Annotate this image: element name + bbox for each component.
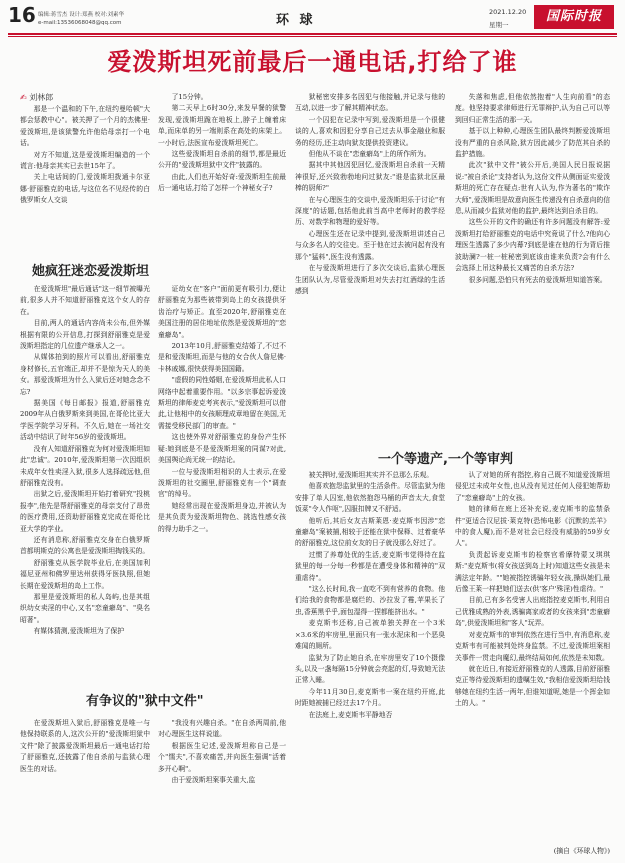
paragraph: 那是一个温和的下午,在纽约曼哈顿"大都会惩教中心"。被关押了一个月的杰佛里·爱泼斯坦,是该狱警允许他给母亲打一个电话。 (20, 105, 150, 148)
paragraph: 这些爱泼斯坦自杀前的细节,都是最近公开的"爱泼斯坦狱中文件"披露的。 (158, 150, 286, 170)
paragraph: 在法庭上,麦克斯韦平静地否 (308, 710, 393, 719)
issue-date: 2021.12.20 (489, 8, 527, 16)
subhead-3: 有争议的"狱中文件" (86, 694, 204, 709)
paragraph: 她的律师在庭上还补充说,麦克斯韦的监禁条件"更适合汉尼拔·莱克特(恐怖电影《沉默的羔羊》中的食人魔),而不是对社会已经没有威胁的59岁女人"。 (455, 505, 610, 548)
paragraph: 还有消息称,舒丽雅克交身在白俄罗斯首都明斯克的公寓也是爱泼斯坦掏钱买的。 (20, 535, 150, 556)
column-upper-4 (455, 92, 610, 502)
paragraph: 对麦克斯韦的审判依然在进行当中,有消息称,麦克斯韦有可能被判处终身监禁。不过,爱泼斯坦案相关事件一贯走向魔幻,最终结局如何,依然是未知数。 (455, 630, 610, 662)
column-upper-2 (158, 92, 286, 256)
paragraph: 关上电话间的门,爱泼斯坦拨通卡尔亚娜·舒丽雅克的电话,与这位名不见经传的白俄罗斯女人交谈 (20, 173, 150, 205)
column-upper-1 (20, 104, 150, 256)
pen-icon: ✍ (20, 93, 27, 102)
paragraph: 今年11月30日,麦克斯韦一案在纽约开庭,此时距她被捕已经过去17个月。 (295, 687, 445, 708)
section-title: 环 球 (276, 13, 316, 28)
paragraph: 被关押时,爱泼斯坦其实并不总那么乐观。 (308, 471, 434, 479)
paragraph: 认了对她的所有指控,称自己既不知道爱泼斯坦侵犯过未成年女性,也从没有见过任何人侵犯她帮助了"恋童癖岛"上的女孩。 (455, 471, 610, 502)
paragraph: 在与心理医生的交谈中,爱泼斯坦乐于讨论"有深度"的话题,包括他此前当高中老师时的教学经历、对数学和物理的爱好等。 (295, 195, 445, 227)
paragraph: 第二天早上6时30分,来发早餐的狱警发现,爱泼斯坦跪在地板上,脖子上缠着床单,而床单的另一端则系在高处的床架上。一小时后,法医宣布爱泼斯坦死亡。 (158, 104, 286, 147)
paragraph: 就在近日,有接近舒丽雅克的人透露,目前舒丽雅克正等待爱泼斯坦的遗嘱生效,"我相信爱泼斯坦给钱够她在纽约生活一两年,但谁知道呢,她是一个挥金如土的人。" (455, 664, 610, 708)
byline (20, 92, 53, 103)
paragraph: "这么长时间,我一直吃不到有营养的食物。他们给我的食物都是腐烂的、沙拉发了霉,苹果长了虫,香蕉黑乎乎,面包湿得一捏都能挤出水。" (295, 585, 445, 616)
paragraph: 在与爱泼斯坦进行了多次交谈后,监狱心理医生团队认为,尽管爱泼斯坦对失去打红酒绿的生活感到 (295, 264, 445, 295)
paragraph: 没有人知道舒丽雅克为何对爱泼斯坦如此"忠诚"。2010年,爱泼斯坦第一次因组织未成年女性卖淫入狱,很多人选择疏远他,但舒丽雅克没有。 (20, 444, 150, 487)
masthead-logo: 国际时报 (534, 5, 614, 29)
source-signature: (摘自《环球人物》) (553, 847, 610, 855)
subhead-1: 她疯狂迷恋爱泼斯坦 (32, 264, 150, 279)
paragraph: 有媒体猜测,爱泼斯坦为了保护 (33, 627, 125, 636)
paragraph: 目前,已有多名受害人出庭指控麦克斯韦,利用自己优雅成熟的外表,诱骗离家或者的女孩来到"恋童癖岛",供爱泼斯坦和"客人"玩弄。 (455, 596, 610, 628)
paragraph: 一个囚犯在记录中写到,爱泼斯坦是一个很健谈的人,喜欢和因犯分享自己过去从事金融业和服务的经历,还主动向狱友提供投资建议。 (295, 115, 445, 147)
subhead-2: 一个等遗产,一个等审判 (378, 452, 513, 467)
paragraph: 在爱泼斯坦"最后通话"这一细节被曝光前,很多人并不知道舒丽雅克这个女人的存在。 (20, 285, 150, 316)
paragraph: 在爱泼斯坦入狱后,舒丽雅克是唯一与他保持联系的人,这次公开的"爱泼斯坦狱中文件"除了披露爱泼斯坦最后一通电话打给了舒丽雅克,还披露了他自杀前与监狱心理医生的对话。 (20, 719, 150, 773)
paragraph: 她经常出现在爱泼斯坦身边,并被认为是其负责为爱泼斯坦物色、挑选性感女孩的得力助手之一。 (158, 501, 286, 533)
paragraph: 狱秘密安排多名因犯与他接触,并记录与他的互动,以进一步了解其精神状态。 (295, 93, 445, 113)
column-lower-4 (455, 470, 610, 846)
editors-line: 编辑:蒋雪杰 设计:郑燕 校对:刘素华 (38, 12, 125, 18)
paragraph: 出狱之后,爱泼斯坦开始打着研究"投桃报李",他先是帮舒丽雅克的母亲支付了昂贵的医疗费用,还资助舒丽雅克完成在哥伦比亚大学的学业。 (20, 490, 150, 533)
paragraph: 他喜欢抱怨监狱里的生活条件。尽管监狱为他安排了单人囚室,他依然抱怨马桶的声音太大,食堂饭菜"令人作呕",囚服扣牌又不舒适。 (295, 482, 445, 514)
paragraph: 2013年10月,舒丽雅克结婚了,不过不是和爱泼斯坦,而是与他的女合伙人詹尼佛·卡林戚娜,很快获得美国国籍。 (158, 342, 286, 373)
paragraph: 从媒体拍到的照片可以看出,舒丽雅克身材修长,五官端正,却并不是惊为天人的美女。那爱泼斯坦为什么入狱后还对她念念不忘? (20, 353, 150, 396)
author-name: 刘林郎 (29, 93, 54, 102)
paragraph: 据其中其他因犯回忆,爱泼斯坦自杀前一天精神很好,还兴致勃勃地问过狱友:"谁是监狱北区最棒的厨师?" (295, 161, 445, 193)
column-upper-3 (295, 92, 445, 502)
column-bottom-1 (20, 718, 150, 858)
paragraph: 这些公开的文件的确还有许多问题没有解答:爱泼斯坦打给舒丽雅克的电话中究竟说了什么?他向心理医生透露了多少内幕?到底是谁在他的行为背后推波助澜?一桩一桩秘密到底该由谁来负责?会有什么会选择上吊这种最长又痛苦的自杀方法? (455, 218, 610, 273)
paragraph: 那里是爱泼斯坦的私人岛屿,也是其组织幼女卖淫的中心,又名"恋童癖岛"、"臭名昭著"。 (20, 592, 150, 624)
paragraph: 据美国《每日邮报》报道,舒丽雅克2009年从白俄罗斯来到美国,在哥伦比亚大学医学院学习牙科。不久后,她在一场社交活动中结识了时年56岁的爱泼斯坦。 (20, 399, 150, 442)
editor-email: e-mail:13536068048@qq.com (38, 20, 122, 26)
paragraph: 麦克斯韦还称,自己被单独关押在一个3米×3.6米的牢房里,里面只有一张水泥床和一个恶臭难闻的厕所。 (295, 619, 445, 651)
paragraph: 监狱为了防止她自杀,在牢房里安了10个摄像头,以及一盏每隔15分钟就会亮起的灯,导致她无法正常入睡。 (295, 653, 445, 685)
paragraph: 过惯了养尊处优的生活,麦克斯韦觉得待在监狱里的每一分每一秒都是在遭受身体和精神的"双重虐待"。 (295, 550, 445, 582)
paragraph: 一位与爱泼斯坦相识的人士表示,在爱泼斯坦的社交圈里,舒丽雅克有一个"调查官"的绰号。 (158, 467, 286, 499)
header-rule-thin (8, 36, 617, 37)
paragraph: "我没有兴趣自杀。"在自杀两周前,他对心理医生这样说道。 (158, 719, 286, 739)
paragraph: 失落和焦虑,但他依然抱着"人生向前看"的态度。他坚持要求律师进行无罪辩护,认为自己可以等到回归正常生活的那一天。 (455, 93, 610, 124)
paragraph: 他听后,其后女友吉斯莱恩·麦克斯韦因涉"恋童癖岛"案被捕,相较于还能在狱中保释、过着豪华的舒丽雅克,这位前女友的日子就没那么好过了。 (295, 516, 445, 548)
paragraph: "虚假的同性婚姻,在爱泼斯坦此私人口网络中起着重要作用。"以多宗事起诉爱泼斯坦的律师麦克考宾表示,"爱泼斯坦可以借此,让他相中的女孩顺理成章地留在美国,无需接受移民部门的审查。" (158, 376, 286, 430)
paragraph: 很多问题,恐怕只有死去的爱泼斯坦知道答案。 (468, 275, 607, 284)
paragraph: 根据医生记述,爱泼斯坦称自己是一个"懦夫",不喜欢痛苦,并向医生强调"活着多开心啊"。 (158, 741, 286, 773)
paragraph: 由于爱泼斯坦案事关重大,监 (171, 776, 256, 785)
paragraph: 了15分钟。 (171, 93, 208, 101)
paragraph: 心理医生还在记录中提到,爱泼斯坦讲述自己与众多名人的交往史。至于他在过去被问起有没有那个"猛料",医生没有透露。 (295, 229, 445, 261)
paragraph: 目前,两人的通话内容尚未公布,但外媒根据有限的公开信息,打探到舒丽雅克是爱泼斯坦指定的几位遗产继承人之一。 (20, 319, 150, 351)
column-mid-1 (20, 284, 150, 672)
paragraph: 基于以上种种,心理医生团队最终判断爱泼斯坦没有严重的自杀风险,狱方因此减少了防范其自杀的监护措施。 (455, 127, 610, 159)
paragraph: 此次"狱中文件"被公开后,美国人民日报说据说:"被自杀论"支持者认为,这份文件从侧面证实爱泼斯坦的死亡存在疑点:世有人认为,作为著名的"欺诈大师",爱泼斯坦是故意向医生传递没有自杀意向的信息,从而减少监狱对他的监护,最终达到自杀目的。 (455, 161, 610, 216)
paragraph: 负责起诉麦克斯韦的检察官希摩特蒙又琪琪斯:"麦克斯韦(将女孩送到岛上时)知道这些女孩是未满法定年龄。""她被指控诱骗年轻女孩,操纵她们,最后像王莱一样把她们送去(供'客户'殊淫)性虐待。" (455, 550, 610, 594)
paragraph: 证幼女在"客户"面前更有吸引力,便让舒丽雅克为那些被带到岛上的女孩提供牙齿治疗与矫正。直至2020年,舒丽雅克在美国注册的居住地址依然是爱泼斯坦的"恋童癖岛"。 (158, 285, 286, 339)
column-lower-3 (295, 470, 445, 858)
issue-weekday: 星期一 (489, 21, 509, 29)
headline: 爱泼斯坦死前最后一通电话,打给了谁 (107, 48, 518, 76)
paragraph: 但他从不谈在"恋童癖岛"上的所作所为。 (308, 150, 431, 159)
paragraph: 舒丽雅克从医学院毕业后,在美国加利福尼亚州和佛罗里达州获得牙医执照,但她长期在爱泼斯坦的岛上工作。 (20, 558, 150, 590)
page-number: 16 (8, 3, 36, 27)
paragraph: 由此,人们也开始好奇:爱泼斯坦生前最后一通电话,打给了怎样一个神秘女子? (158, 172, 286, 193)
column-bottom-2 (158, 718, 286, 858)
header-rule (8, 33, 617, 35)
paragraph: 这也使外界对舒丽雅克的身份产生怀疑:她到底是不是爱泼斯坦案的同谋?对此,美国舆论尚无统一的结论。 (158, 433, 286, 465)
paragraph: 对方不知道,这是爱泼斯坦编造的一个谎言:他母亲其实已去世15年了。 (20, 150, 150, 171)
column-mid-2 (158, 284, 286, 672)
